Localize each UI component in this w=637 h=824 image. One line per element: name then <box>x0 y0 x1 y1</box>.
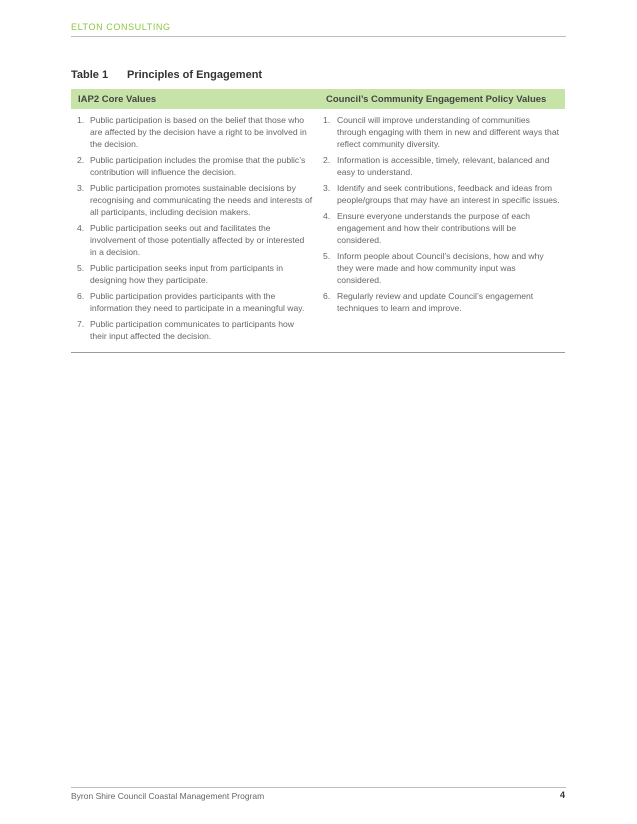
council-value-item <box>319 250 561 286</box>
council-value-item <box>319 290 561 314</box>
list-item-text: Regularly review and update Council’s engagement techniques to learn and improve. <box>337 291 534 313</box>
iap2-value-item <box>71 154 319 178</box>
iap2-values-list <box>71 114 319 342</box>
council-values-column <box>319 114 565 346</box>
list-item-number: 5. <box>77 263 85 273</box>
list-item-text: Public participation seeks out and facilitates the involvement of those potentially affected by or interested in a decision. <box>90 223 305 257</box>
council-value-item <box>319 210 561 246</box>
column-heading-iap2: IAP2 Core Values <box>78 93 157 105</box>
iap2-value-item <box>71 290 319 314</box>
header-divider <box>71 36 566 37</box>
list-item-number: 6. <box>323 291 331 301</box>
header-brand: ELTON CONSULTING <box>71 22 171 32</box>
footer-document-title: Byron Shire Council Coastal Management Program <box>71 791 265 801</box>
table-body <box>71 109 565 352</box>
list-item-number: 6. <box>77 291 85 301</box>
list-item-number: 2. <box>323 155 331 165</box>
iap2-value-item <box>71 318 319 342</box>
council-value-item <box>319 114 561 150</box>
iap2-value-item <box>71 222 319 258</box>
list-item-number: 1. <box>323 115 331 125</box>
list-item-number: 4. <box>77 223 85 233</box>
iap2-value-item <box>71 114 319 150</box>
council-value-item <box>319 154 561 178</box>
council-values-list <box>319 114 561 314</box>
table-header-row <box>71 89 565 109</box>
list-item-text: Identify and seek contributions, feedback and ideas from people/groups that may have an interest in specific issues. <box>337 183 560 205</box>
list-item-text: Council will improve understanding of communities through engaging with them in new and different ways that reflect community diversity. <box>337 115 559 149</box>
table-caption <box>71 69 262 81</box>
list-item-text: Public participation seeks input from participants in designing how they participate. <box>90 263 283 285</box>
iap2-value-item <box>71 262 319 286</box>
principles-table <box>71 89 565 353</box>
list-item-text: Public participation communicates to participants how their input affected the decision. <box>90 319 294 341</box>
list-item-number: 2. <box>77 155 85 165</box>
list-item-text: Public participation promotes sustainable decisions by recognising and communicating the needs and interests of all participants, including decision makers. <box>90 183 313 217</box>
list-item-text: Ensure everyone understands the purpose of each engagement and how their contributions will be considered. <box>337 211 531 245</box>
iap2-values-column <box>71 114 319 346</box>
list-item-text: Public participation provides participants with the information they need to participate in a meaningful way. <box>90 291 305 313</box>
list-item-text: Information is accessible, timely, relevant, balanced and easy to understand. <box>337 155 550 177</box>
list-item-text: Public participation is based on the belief that those who are affected by the decision have a right to be involved in the decision. <box>90 115 307 149</box>
page-number: 4 <box>559 790 565 800</box>
list-item-number: 1. <box>77 115 85 125</box>
column-heading-council-policy: Council’s Community Engagement Policy Values <box>326 93 547 105</box>
list-item-number: 3. <box>323 183 331 193</box>
list-item-number: 3. <box>77 183 85 193</box>
footer-divider <box>71 787 566 788</box>
list-item-number: 7. <box>77 319 85 329</box>
list-item-text: Public participation includes the promise that the public’s contribution will influence the decision. <box>90 155 306 177</box>
list-item-text: Inform people about Council’s decisions, how and why they were made and how community input was considered. <box>337 251 544 285</box>
list-item-number: 4. <box>323 211 331 221</box>
iap2-value-item <box>71 182 319 218</box>
table-caption-number: Table 1 <box>71 69 109 81</box>
list-item-number: 5. <box>323 251 331 261</box>
table-caption-title: Principles of Engagement <box>127 69 263 81</box>
council-value-item <box>319 182 561 206</box>
